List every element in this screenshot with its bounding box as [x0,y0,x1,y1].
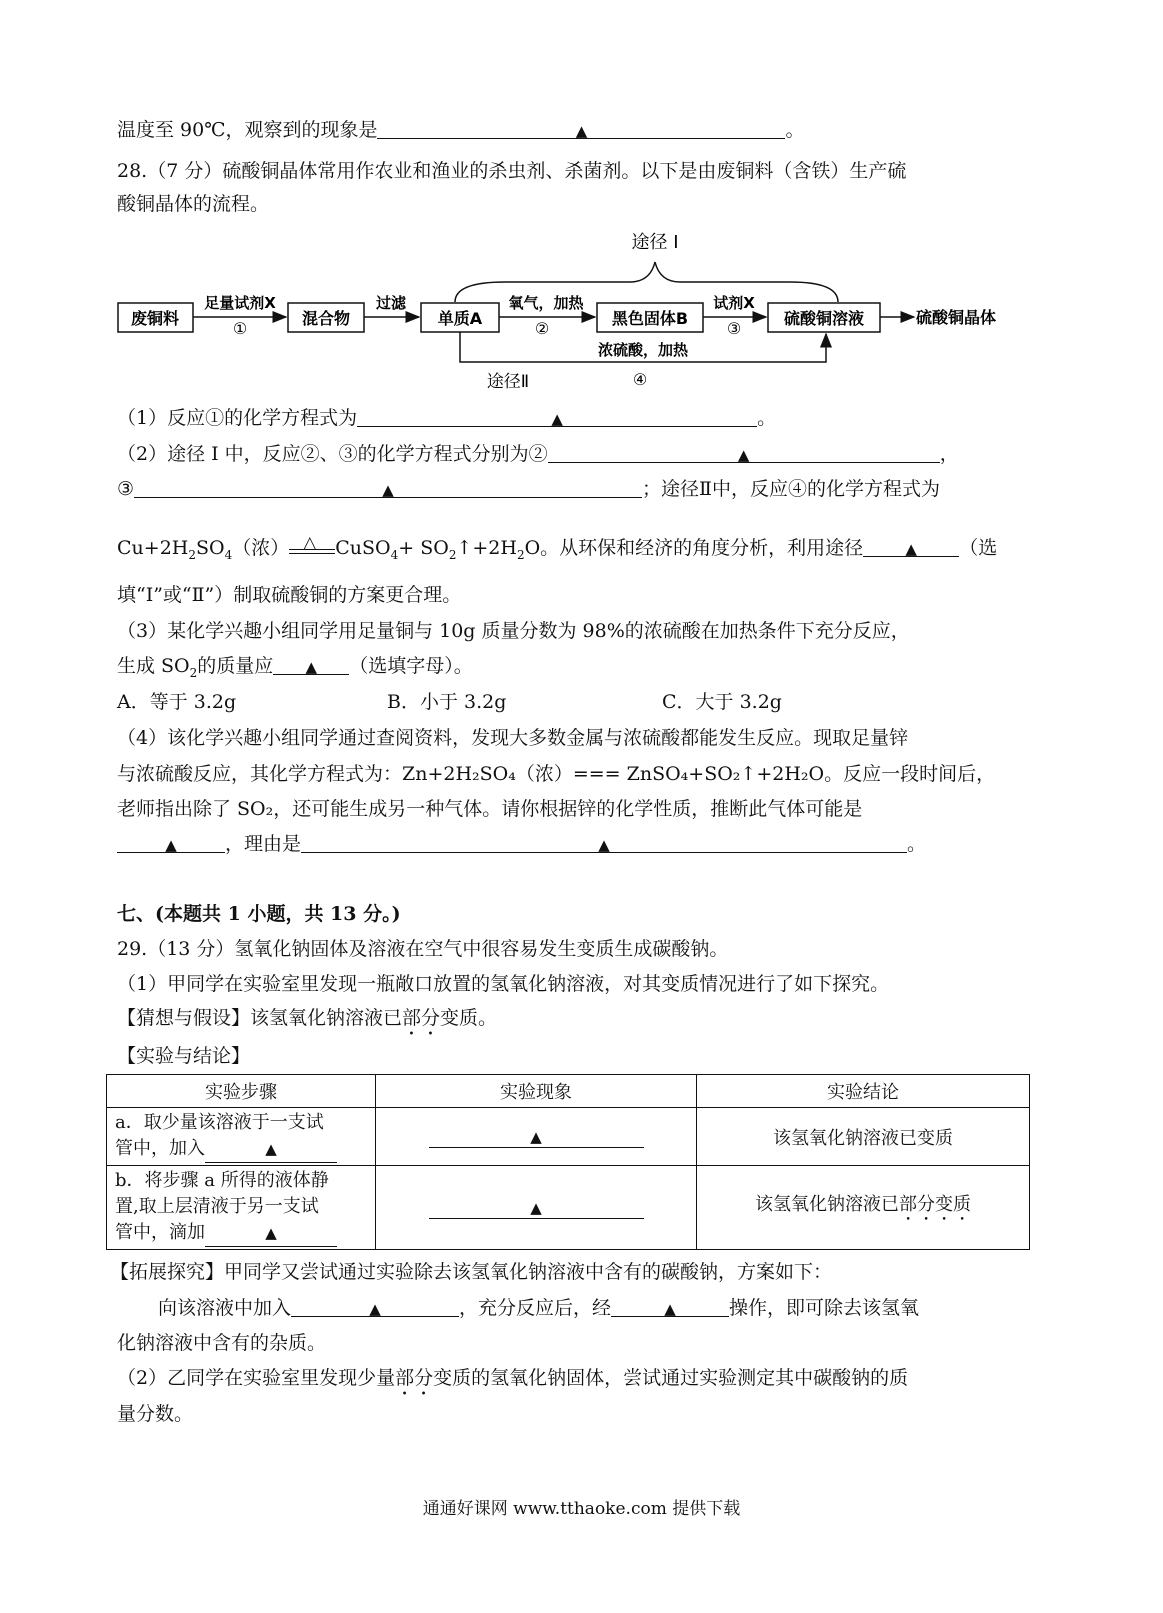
answer-blank[interactable]: ▲ [863,534,959,557]
q28-s4c: 老师指出除了 SO₂，还可能生成另一种气体。请你根据锌的化学性质，推断此气体可能是 [117,798,863,820]
q28-s1: （1）反应①的化学方程式为 ▲ 。 [117,404,776,432]
q28-s4b: 与浓硫酸反应，其化学方程式为：Zn+2H₂SO₄（浓）=== ZnSO₄+SO₂↑+2H₂O。反应一段时间后， [117,763,996,785]
svg-text:废铜料: 废铜料 [130,309,180,328]
q28-text-2: 酸铜晶体的流程。 [117,193,270,215]
answer-blank[interactable]: ▲ [429,1126,644,1148]
answer-blank[interactable]: ▲ [134,475,642,498]
experiment-table [106,1074,1030,1250]
experiment-heading: 【实验与结论】 [117,1045,251,1067]
answer-blank[interactable]: ▲ [548,440,940,463]
answer-blank[interactable]: ▲ [273,652,349,675]
svg-text:黑色固体B: 黑色固体B [611,309,689,328]
q28-s4d: ▲ ，理由是 ▲ 。 [117,830,926,858]
table-header: 实验结论 [697,1075,1030,1108]
answer-blank[interactable]: ▲ [205,1220,337,1247]
table-cell-observation [376,1108,697,1166]
svg-text:混合物: 混合物 [301,309,351,328]
table-row [107,1166,1030,1250]
answer-blank[interactable]: ▲ [291,1294,459,1317]
q28-text-1: 28.（7 分）硫酸铜晶体常用作农业和渔业的杀虫剂、杀菌剂。以下是由废铜料（含铁）生产硫 [117,160,907,182]
svg-text:试剂X: 试剂X [713,294,755,312]
svg-text:单质A: 单质A [437,309,483,328]
table-cell-conclusion: 该氢氧化钠溶液已变质 [697,1108,1030,1166]
option-a: A．等于 3.2g [117,691,237,713]
svg-text:①: ① [232,319,248,338]
svg-text:浓硫酸，加热: 浓硫酸，加热 [597,341,689,359]
answer-blank[interactable]: ▲ [357,404,757,427]
q28-s2a: （2）途径 I 中，反应②、③的化学方程式分别为② ▲ ， [117,440,959,468]
table-cell-conclusion: 该氢氧化钠溶液已部分变质 [697,1166,1030,1250]
extension-plan-2: 化钠溶液中含有的杂质。 [117,1332,327,1354]
table-cell-step: a．取少量该溶液于一支试 管中，加入 ▲ [107,1108,376,1166]
svg-text:③: ③ [726,319,742,338]
answer-blank[interactable]: ▲ [377,116,785,139]
q29-2-text: （2）乙同学在实验室里发现少量部分变质的氢氧化钠固体，尝试通过实验测定其中碳酸钠的质 [117,1367,909,1389]
option-b: B．小于 3.2g [387,691,507,713]
table-header-row [107,1075,1030,1108]
answer-blank[interactable]: ▲ [117,830,225,853]
extension-text: 【拓展探究】甲同学又尝试通过实验除去该氢氧化钠溶液中含有的碳酸钠，方案如下： [110,1261,833,1283]
product-label: 硫酸铜晶体 [916,308,997,327]
answer-blank[interactable]: ▲ [301,830,907,853]
q28-s3b: 生成 $SO_2$的质量应 ▲ （选填字母）。 [117,652,473,687]
answer-blank[interactable]: ▲ [611,1294,729,1317]
q29-text: 29.（13 分）氢氧化钠固体及溶液在空气中很容易发生变质生成碳酸钠。 [117,938,729,960]
route1-label: 途径 I [631,232,679,253]
heat-equals-sign: △ [289,545,335,554]
svg-text:过滤: 过滤 [375,294,407,312]
q28-s2c: 填“I”或“Ⅱ”）制取硫酸铜的方案更合理。 [117,584,462,606]
option-c: C．大于 3.2g [662,691,782,713]
q28-s4a: （4）该化学兴趣小组同学通过查阅资料，发现大多数金属与浓硫酸都能发生反应。现取足量锌 [117,727,909,749]
q29-1-text: （1）甲同学在实验室里发现一瓶敞口放置的氢氧化钠溶液，对其变质情况进行了如下探究。 [117,973,890,995]
q28-s3a: （3）某化学兴趣小组同学用足量铜与 10g 质量分数为 98%的浓硫酸在加热条件下充分反应， [117,620,910,642]
svg-text:硫酸铜溶液: 硫酸铜溶液 [783,309,865,328]
answer-blank[interactable]: ▲ [205,1136,337,1163]
svg-text:氧气，加热: 氧气，加热 [508,294,584,312]
svg-text:②: ② [534,319,550,338]
footer: 通通好课网 www.tthaoke.com 提供下载 [422,1499,741,1519]
section-7-heading: 七、(本题共 1 小题，共 13 分。) [117,903,401,925]
table-cell-step: b．将步骤 a 所得的液体静 置,取上层清液于另一支试 管中，滴加 ▲ [107,1166,376,1250]
q28-equation: $Cu+2H_2SO_4$（浓） △ CuSO$_4$+ $SO_2↑+2H_2O$。从环保和经济的角度分析，利用途径 ▲ （选 [117,533,998,562]
table-cell-observation [376,1166,697,1250]
table-header: 实验现象 [376,1075,697,1108]
svg-text:足量试剂X: 足量试剂X [204,294,276,312]
table-header: 实验步骤 [107,1075,376,1108]
extension-plan: 向该溶液中加入 ▲ ，充分反应后，经 ▲ 操作，即可除去该氢氧 [158,1294,919,1322]
svg-text:④: ④ [632,370,648,389]
table-row [107,1108,1030,1166]
answer-blank[interactable]: ▲ [429,1197,644,1219]
q28-s2b: ③ ▲ ；途径Ⅱ中，反应④的化学方程式为 [117,475,940,503]
hypothesis: 【猜想与假设】该氢氧化钠溶液已部分变质。 [117,1007,498,1029]
q29-2-text-b: 量分数。 [117,1403,194,1425]
line-temp: 温度至 90℃，观察到的现象是 ▲ 。 [117,116,805,144]
route2-label: 途径Ⅱ [486,372,530,392]
flow-diagram [110,224,1030,394]
